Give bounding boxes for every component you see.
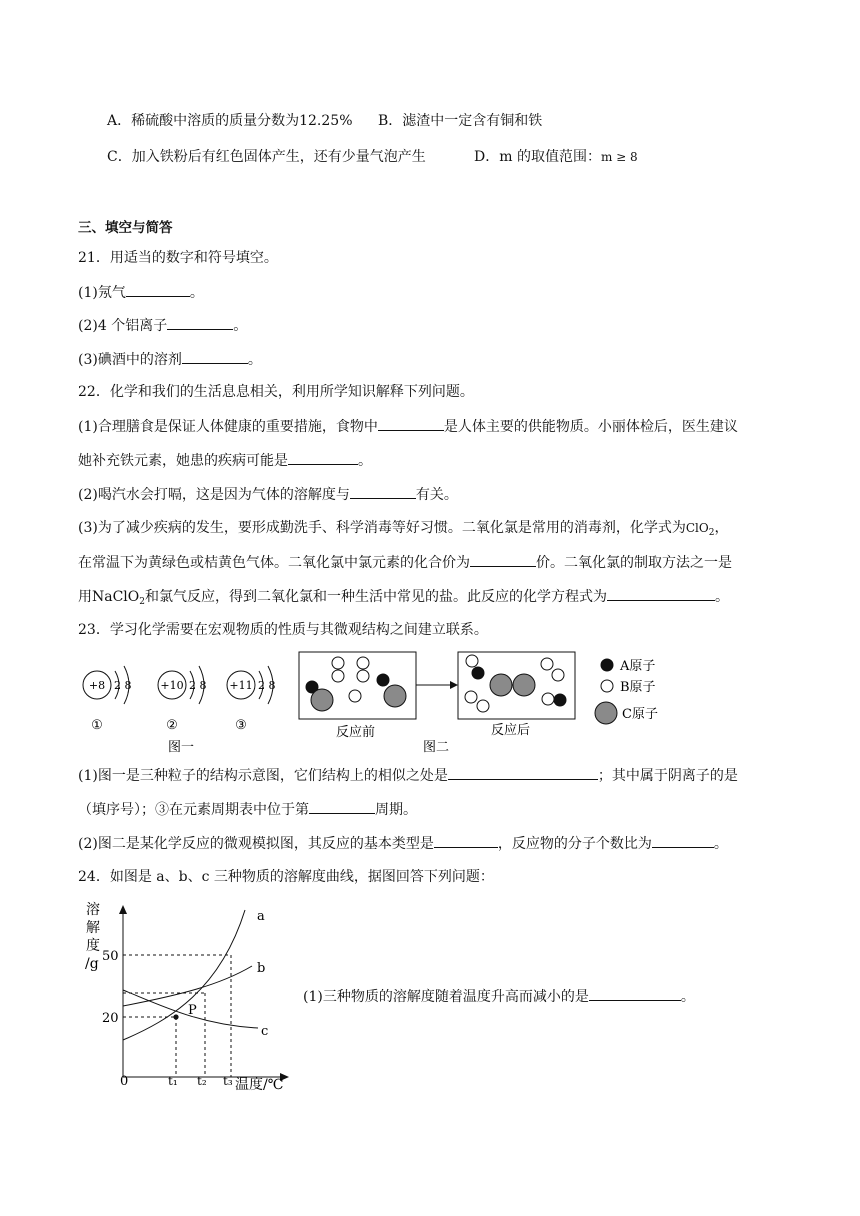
y-axis-label-2: 解 bbox=[86, 920, 100, 936]
q23-part2-b: ，反应物的分子个数比为 bbox=[497, 836, 652, 852]
period: 。 bbox=[247, 352, 262, 368]
legend-b-atom bbox=[601, 680, 613, 692]
b-atom bbox=[541, 658, 553, 670]
q24-part1 bbox=[303, 986, 695, 1007]
answer-blank[interactable] bbox=[607, 586, 715, 601]
formula-subscript: 2 bbox=[708, 528, 715, 538]
nucleus-charge: +8 bbox=[88, 679, 106, 692]
figure-1-caption: 图一 bbox=[168, 740, 195, 755]
y-axis-label-4: /g bbox=[85, 956, 99, 972]
x-tick-t2: t₂ bbox=[197, 1074, 207, 1088]
q22-line4-a: (3)为了减少疾病的发生，要形成勤洗手、科学消毒等好习惯。二氧化氯是常用的消毒剂，化学式为 bbox=[78, 520, 686, 536]
after-molecules bbox=[465, 655, 566, 712]
atom-diagram-3 bbox=[227, 666, 276, 733]
q22-line5 bbox=[78, 552, 732, 573]
q20-option-d-text: D．m 的取值范围： bbox=[474, 149, 601, 165]
q22-line4 bbox=[78, 518, 728, 543]
b-atom bbox=[357, 670, 369, 682]
q21-part2 bbox=[78, 315, 247, 336]
period: 。 bbox=[233, 318, 248, 334]
q24-stem: 24．如图是 a、b、c 三种物质的溶解度曲线，据图回答下列问题： bbox=[78, 869, 494, 885]
b-atom bbox=[466, 655, 478, 667]
q23-part1-line2 bbox=[78, 799, 417, 820]
a-atom bbox=[472, 667, 484, 679]
q22-line1-a: (1)合理膳食是保证人体健康的重要措施，食物中 bbox=[78, 419, 378, 435]
q21-part1 bbox=[78, 282, 204, 303]
q23-part1-line1 bbox=[78, 765, 738, 786]
answer-blank[interactable] bbox=[378, 416, 444, 431]
q22-line1-b: 是人体主要的供能物质。小丽体检后，医生建议 bbox=[443, 419, 738, 435]
b-atom bbox=[349, 690, 361, 702]
q22-line5-b: 价。二氧化氯的制取方法之一是 bbox=[536, 555, 732, 571]
b-atom bbox=[542, 693, 554, 705]
c-atom bbox=[384, 685, 406, 707]
atom-label: ③ bbox=[235, 718, 247, 733]
answer-blank[interactable] bbox=[167, 315, 233, 330]
shell-electrons: 2 8 bbox=[189, 679, 207, 692]
answer-blank[interactable] bbox=[350, 484, 416, 499]
x-axis-label: 温度/℃ bbox=[235, 1077, 284, 1093]
q22-line5-a: 在常温下为黄绿色或桔黄色气体。二氧化氯中氯元素的化合价为 bbox=[78, 555, 470, 571]
curve-a-label: a bbox=[257, 909, 265, 924]
y-tick-20: 20 bbox=[102, 1011, 119, 1026]
figure-2-caption: 图二 bbox=[423, 740, 450, 755]
atom-diagram-2 bbox=[158, 666, 207, 733]
before-caption: 反应前 bbox=[336, 725, 376, 740]
answer-blank[interactable] bbox=[470, 552, 536, 567]
q23-part1-b: ；其中属于阴离子的是 bbox=[597, 768, 738, 784]
x-tick-t1: t₁ bbox=[168, 1074, 178, 1088]
nucleus-charge: +11 bbox=[229, 679, 253, 692]
arrow-head-icon bbox=[450, 681, 458, 689]
answer-blank[interactable] bbox=[434, 833, 498, 848]
b-atom bbox=[357, 657, 369, 669]
legend-a-label: A原子 bbox=[620, 659, 656, 674]
q20-option-c: C．加入铁粉后有红色固体产生，还有少量气泡产生 bbox=[107, 149, 426, 165]
after-caption: 反应后 bbox=[491, 723, 531, 738]
curve-a bbox=[123, 910, 245, 1040]
period: 。 bbox=[713, 836, 728, 852]
x-tick-0: 0 bbox=[120, 1074, 129, 1089]
legend-c-label: C原子 bbox=[622, 707, 658, 722]
b-atom bbox=[332, 670, 344, 682]
answer-blank[interactable] bbox=[288, 450, 358, 465]
q22-line2-a: 她补充铁元素，她患的疾病可能是 bbox=[78, 453, 288, 469]
q23-part1-d: 周期。 bbox=[375, 802, 417, 818]
q21-part2-text: (2)4 个铝离子 bbox=[78, 318, 168, 334]
c-atom bbox=[513, 674, 535, 696]
formula-subscript: 2 bbox=[139, 597, 145, 607]
y-tick-50: 50 bbox=[102, 949, 119, 964]
q22-line3-a: (2)喝汽水会打嗝，这是因为气体的溶解度与 bbox=[78, 487, 350, 503]
point-p-label: P bbox=[188, 1003, 197, 1018]
q20-option-d bbox=[474, 147, 638, 167]
period: 。 bbox=[680, 989, 695, 1005]
q22-line4-b: ， bbox=[714, 520, 729, 536]
q22-stem: 22．化学和我们的生活息息相关，利用所学知识解释下列问题。 bbox=[78, 384, 474, 400]
legend-c-atom bbox=[595, 702, 617, 724]
atom-label: ② bbox=[166, 718, 178, 733]
q22-line6-a: 用 bbox=[78, 589, 92, 605]
q21-part1-text: (1)氖气 bbox=[78, 285, 126, 301]
y-axis-label-1: 溶 bbox=[86, 902, 100, 918]
period: 。 bbox=[189, 285, 204, 301]
answer-blank[interactable] bbox=[182, 349, 248, 364]
q20-option-d-math: m ≥ 8 bbox=[600, 150, 638, 164]
legend-b-label: B原子 bbox=[620, 680, 656, 695]
curve-c-label: c bbox=[261, 1024, 269, 1039]
section-title: 三、填空与简答 bbox=[78, 220, 173, 236]
answer-blank[interactable] bbox=[309, 799, 375, 814]
q21-stem: 21．用适当的数字和符号填空。 bbox=[78, 250, 278, 266]
q22-line2 bbox=[78, 450, 372, 471]
q22-line1 bbox=[78, 416, 738, 437]
q23-part2-a: (2)图二是某化学反应的微观模拟图，其反应的基本类型是 bbox=[78, 836, 434, 852]
point-p bbox=[173, 1014, 178, 1019]
answer-blank[interactable] bbox=[448, 765, 598, 780]
nucleus-charge: +10 bbox=[160, 679, 184, 692]
curve-b bbox=[123, 966, 252, 1006]
before-molecules bbox=[306, 657, 406, 711]
q23-part2 bbox=[78, 833, 728, 854]
c-atom bbox=[490, 674, 512, 696]
b-atom bbox=[477, 700, 489, 712]
c-atom bbox=[311, 689, 333, 711]
curve-b-label: b bbox=[257, 961, 266, 976]
q21-part3-text: (3)碘酒中的溶剂 bbox=[78, 352, 182, 368]
answer-blank[interactable] bbox=[652, 833, 714, 848]
atom-label: ① bbox=[91, 718, 103, 733]
answer-blank[interactable] bbox=[126, 282, 190, 297]
q20-option-b: B．滤渣中一定含有铜和铁 bbox=[378, 113, 543, 129]
q23-figures bbox=[70, 645, 670, 760]
q24-part1-text: (1)三种物质的溶解度随着温度升高而减小的是 bbox=[303, 989, 589, 1005]
q21-part3 bbox=[78, 349, 262, 370]
legend-a-atom bbox=[601, 659, 613, 671]
chemical-formula: NaClO bbox=[92, 589, 140, 605]
b-atom bbox=[465, 691, 477, 703]
a-atom bbox=[377, 674, 389, 686]
b-atom bbox=[332, 657, 344, 669]
b-atom bbox=[552, 669, 564, 681]
shell-electrons: 2 8 bbox=[114, 679, 132, 692]
q22-line3-b: 有关。 bbox=[415, 487, 458, 503]
shell-electrons: 2 8 bbox=[258, 679, 276, 692]
atom-diagram-1 bbox=[83, 666, 132, 733]
q20-option-a: A．稀硫酸中溶质的质量分数为12.25% bbox=[107, 113, 353, 129]
solubility-chart bbox=[80, 900, 295, 1095]
period: 。 bbox=[358, 453, 372, 469]
y-axis-label-3: 度 bbox=[86, 938, 100, 954]
q22-line3 bbox=[78, 484, 458, 505]
chemical-formula: ClO bbox=[685, 521, 709, 535]
q23-part1-a: (1)图一是三种粒子的结构示意图，它们结构上的相似之处是 bbox=[78, 768, 448, 784]
q22-line6-b: 和氯气反应，得到二氧化氯和一种生活中常见的盐。此反应的化学方程式为 bbox=[145, 589, 607, 605]
answer-blank[interactable] bbox=[589, 986, 681, 1001]
y-axis-arrow-icon bbox=[119, 905, 127, 914]
x-tick-t3: t₃ bbox=[223, 1074, 233, 1088]
period: 。 bbox=[715, 589, 729, 605]
q22-line6 bbox=[78, 586, 729, 612]
a-atom bbox=[554, 694, 566, 706]
q23-part1-c: （填序号）；③在元素周期表中位于第 bbox=[78, 802, 309, 818]
q23-stem: 23．学习化学需要在宏观物质的性质与其微观结构之间建立联系。 bbox=[78, 622, 488, 638]
